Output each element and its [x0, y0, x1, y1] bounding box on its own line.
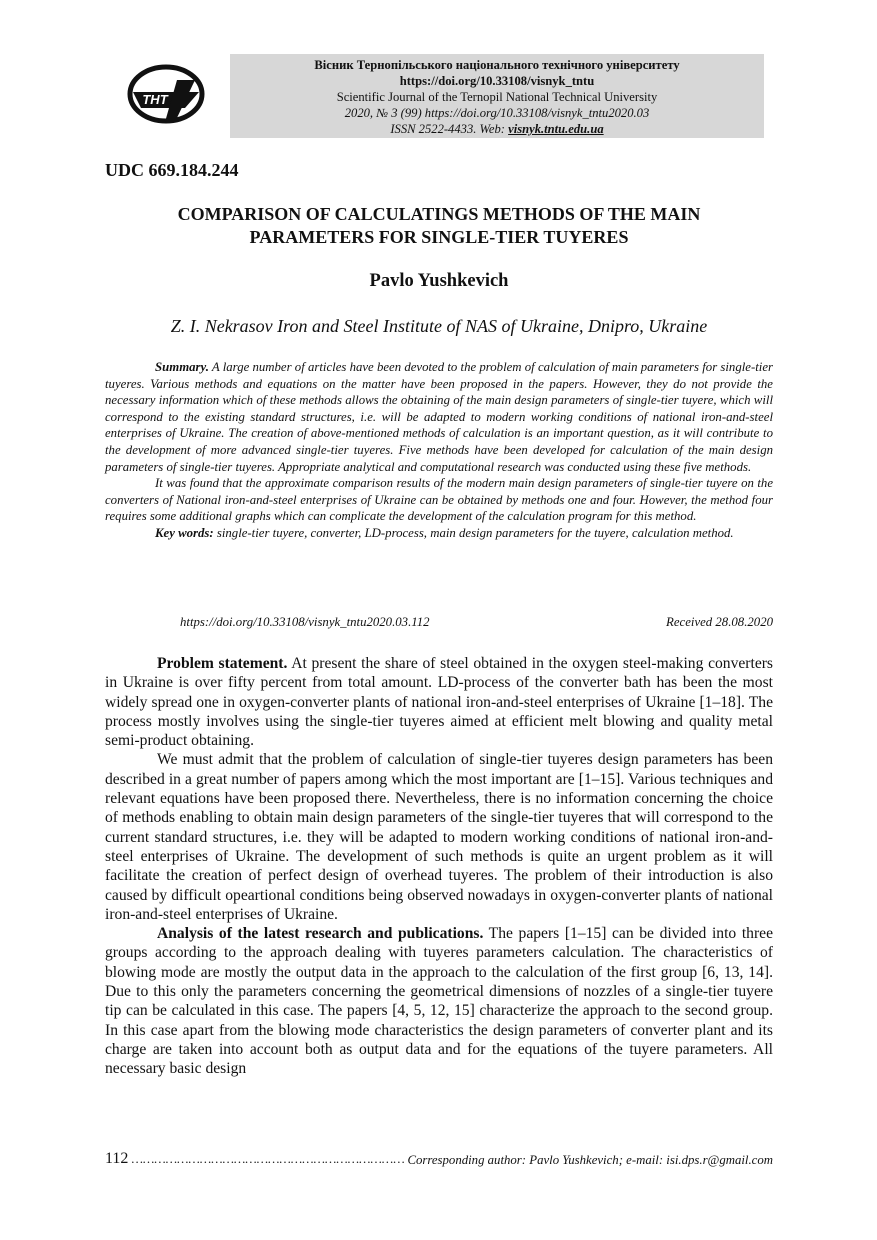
abstract [105, 359, 773, 542]
title-line-2: PARAMETERS FOR SINGLE-TIER TUYERES [249, 227, 629, 247]
author-affiliation: Z. I. Nekrasov Iron and Steel Institute of NAS of Ukraine, Dnipro, Ukraine [170, 316, 708, 336]
journal-doi: https://doi.org/10.33108/visnyk_tntu [399, 74, 595, 88]
journal-title-en: Scientific Journal of the Ternopil National Technical University [336, 90, 658, 104]
body-paragraph-3 [105, 924, 773, 1078]
keywords-text: single-tier tuyere, converter, LD-process, main design parameters for the tuyere, calculation method. [213, 525, 734, 540]
issn-text: ISSN 2522-4433. Web: [390, 122, 509, 136]
abstract-summary [105, 359, 773, 475]
title-line-1: COMPARISON OF CALCULATINGS METHODS OF THE MAIN [177, 204, 701, 224]
article-body [105, 654, 773, 1079]
section-heading-analysis: Analysis of the latest research and publications. [157, 925, 484, 943]
abstract-keywords [105, 525, 773, 542]
journal-header [230, 54, 764, 138]
section-heading-problem: Problem statement. [157, 655, 288, 672]
journal-issue: 2020, № 3 (99) https://doi.org/10.33108/visnyk_tntu2020.03 [344, 106, 650, 120]
summary-label: Summary. [155, 360, 209, 374]
journal-issn [230, 121, 764, 137]
body-paragraph-1 [105, 654, 773, 750]
logo-text: ТНТ [142, 92, 168, 107]
body-paragraph-2: We must admit that the problem of calculation of single-tier tuyeres design parameters has been described in a great number of papers among which the most important are [1–15]. Various techniques and relevant equations have been proposed there. Nevertheless, there is no information concerning the choice of methods enabling to obtain main design parameters of the single-tier tuyeres that will correspond to the current standard structures, i.e. they will be adapted to modern working conditions of national iron-and-steel enterprises of Ukraine. The development of such methods is quite an urgent problem as it will facilitate the creation of perfect design of overhead tuyeres. The problem of their introduction is also caused by difficult opeartional conditions being observed nowadays in oxygen-converter plants of national iron-and-steel enterprises of Ukraine. [105, 751, 773, 923]
summary-text: A large number of articles have been devoted to the problem of calculation of main parameters for single-tier tuyeres. Various methods and equations on the matter have been proposed in the papers. However, they do not provide the necessary information which of these methods allows the obtaining of the main design parameters of single-tier tuyere, which will correspond to the existing standard structures, i.e. will be adapted to modern working conditions of national iron-and-steel enterprises of Ukraine. The creation of above-mentioned methods of calculation is an important question, as it will contribute to the development of more advanced single-tier tuyeres. Five methods have been developed for calculation of the main design parameters of single-tier tuyeres. Appropriate analytical and computational research was conducted using these five methods. [105, 360, 773, 474]
paragraph-text: The papers [1–15] can be divided into three groups according to the approach dealing with tuyeres parameters calculation. The characteristics of blowing mode are mostly the output data in the approach to the calculation of the first group [6, 13, 14]. Due to this only the parameters concerning the geometrical dimensions of nozzles of a single-tier tuyere tip can be calculated in this case. The papers [4, 5, 12, 15] characterize the approach to the second group. In this case apart from the blowing mode characteristics the design parameters of converter plant and its charge are taken into account both as output data and for the equations of the tuyere parameters. All necessary basic design [105, 925, 773, 1078]
page-number: 112 [105, 1150, 129, 1167]
article-doi-link[interactable]: https://doi.org/10.33108/visnyk_tntu2020.03.112 [180, 615, 430, 629]
paragraph-text: At present the share of steel obtained in the oxygen steel-making converters in Ukraine is over fifty percent from total amount. LD-process of the converter bath has been the most widely spread one in oxygen-converter plants of national iron-and-steel enterprises of Ukraine [1–18]. The process mostly involves using the single-tier tuyeres aimed at efficient melt blowing and quality metal semi-product obtaining. [105, 655, 774, 750]
keywords-label: Key words: [155, 525, 214, 540]
journal-web-link[interactable]: visnyk.tntu.edu.ua [508, 122, 604, 136]
received-date: Received 28.08.2020 [666, 615, 773, 629]
footer-dots: ……………………………………………………………… [131, 1152, 405, 1166]
udc-code: UDC 669.184.244 [105, 160, 239, 180]
abstract-paragraph-2: It was found that the approximate comparison results of the modern main design parameters of single-tier tuyere on the converters of National iron-and-steel enterprises of Ukraine can be obtained by methods one and four. However, the method four requires some additional graphs which can complicate the development of the calculation program for this method. [105, 476, 773, 524]
corresponding-author: Corresponding author: Pavlo Yushkevich; e-mail: isi.dps.r@gmail.com [407, 1153, 773, 1167]
journal-title-ua: Вісник Тернопільського національного технічного університету [314, 58, 680, 72]
journal-logo [125, 62, 207, 126]
paper-title [105, 203, 773, 249]
page-footer [105, 1150, 773, 1168]
author-name: Pavlo Yushkevich [369, 271, 509, 291]
article-meta [180, 615, 773, 630]
